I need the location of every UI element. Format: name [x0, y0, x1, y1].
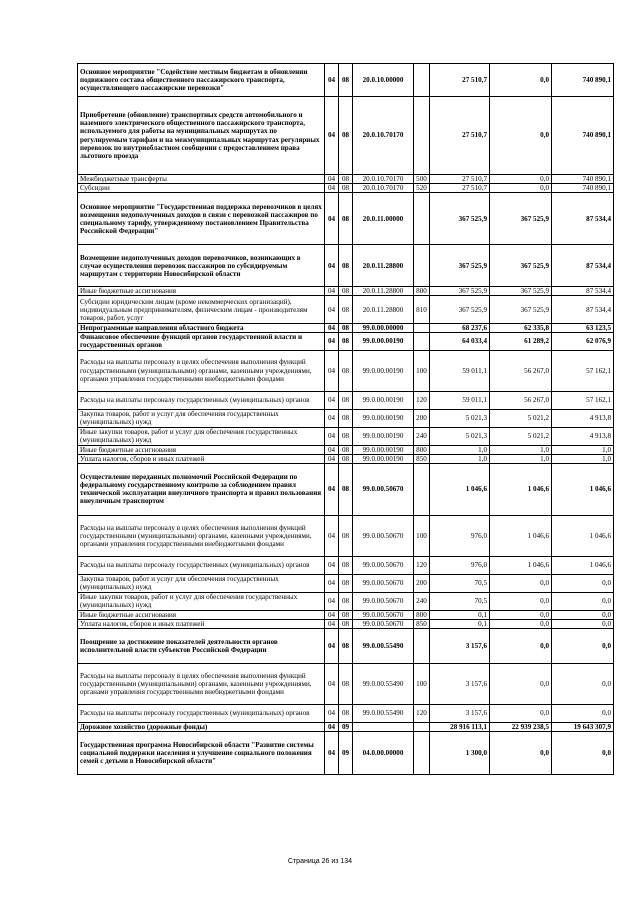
expense-type-cell: 500: [414, 175, 430, 184]
section-code-cell: 04: [325, 515, 339, 556]
subsection-code-cell: 08: [339, 409, 353, 427]
table-row: [78, 245, 614, 287]
section-code-cell: 04: [325, 64, 339, 97]
amount-year1-cell: 367 525,9: [430, 296, 490, 324]
amount-year3-cell: 0,0: [552, 732, 614, 775]
amount-year2-cell: 62 335,8: [490, 324, 552, 333]
section-code-cell: 04: [325, 296, 339, 324]
amount-year1-cell: 1,0: [430, 454, 490, 463]
expense-type-cell: 100: [414, 663, 430, 704]
target-article-cell: 20.0.10.70170: [353, 175, 414, 184]
target-article-cell: [353, 722, 414, 731]
subsection-code-cell: 08: [339, 556, 353, 574]
amount-year1-cell: 27 510,7: [430, 64, 490, 97]
amount-year3-cell: 57 162,1: [552, 391, 614, 409]
amount-year1-cell: 27 510,7: [430, 97, 490, 175]
expenditure-name-cell: Иные закупки товаров, работ и услуг для обеспечения государственных (муниципальных) нужд: [78, 427, 325, 445]
expenditure-name-cell: Государственная программа Новосибирской области "Развитие системы социальной поддержки населения и улучшение социального положения семей с детьми в Новосибирской области": [78, 732, 325, 775]
expense-type-cell: [414, 64, 430, 97]
page-footer: Страница 26 из 134: [287, 858, 353, 865]
subsection-code-cell: 08: [339, 445, 353, 454]
amount-year1-cell: 27 510,7: [430, 184, 490, 193]
table-row: [78, 193, 614, 245]
expenditure-name-cell: Закупка товаров, работ и услуг для обеспечения государственных (муниципальных) нужд: [78, 574, 325, 592]
amount-year2-cell: 367 525,9: [490, 287, 552, 296]
section-code-cell: 04: [325, 445, 339, 454]
subsection-code-cell: 08: [339, 175, 353, 184]
amount-year1-cell: 1 300,0: [430, 732, 490, 775]
amount-year2-cell: 0,0: [490, 663, 552, 704]
amount-year2-cell: 5 021,2: [490, 409, 552, 427]
expenditure-name-cell: Расходы на выплаты персоналу государственных (муниципальных) органов: [78, 556, 325, 574]
section-code-cell: 04: [325, 463, 339, 515]
amount-year2-cell: 0,0: [490, 732, 552, 775]
subsection-code-cell: 08: [339, 245, 353, 287]
subsection-code-cell: 08: [339, 454, 353, 463]
subsection-code-cell: 08: [339, 296, 353, 324]
section-code-cell: 04: [325, 391, 339, 409]
target-article-cell: 99.0.00.55490: [353, 704, 414, 722]
amount-year3-cell: 1 046,6: [552, 463, 614, 515]
section-code-cell: 04: [325, 663, 339, 704]
expense-type-cell: 850: [414, 454, 430, 463]
table-row: [78, 175, 614, 184]
amount-year2-cell: 0,0: [490, 592, 552, 610]
expenditure-name-cell: Иные бюджетные ассигнования: [78, 445, 325, 454]
expense-type-cell: [414, 722, 430, 731]
amount-year2-cell: 1,0: [490, 445, 552, 454]
subsection-code-cell: 08: [339, 427, 353, 445]
section-code-cell: 04: [325, 619, 339, 628]
subsection-code-cell: 08: [339, 515, 353, 556]
amount-year2-cell: 0,0: [490, 704, 552, 722]
amount-year3-cell: 740 890,1: [552, 97, 614, 175]
table-row: [78, 663, 614, 704]
subsection-code-cell: 08: [339, 391, 353, 409]
expense-type-cell: 240: [414, 592, 430, 610]
amount-year1-cell: 0,1: [430, 610, 490, 619]
amount-year2-cell: 367 525,9: [490, 193, 552, 245]
amount-year2-cell: 0,0: [490, 64, 552, 97]
subsection-code-cell: 08: [339, 324, 353, 333]
section-code-cell: 04: [325, 350, 339, 391]
target-article-cell: 99.0.00.00190: [353, 427, 414, 445]
expenditure-name-cell: Иные бюджетные ассигнования: [78, 287, 325, 296]
target-article-cell: 20.0.10.00000: [353, 64, 414, 97]
amount-year2-cell: 0,0: [490, 574, 552, 592]
table-row: [78, 556, 614, 574]
section-code-cell: 04: [325, 287, 339, 296]
section-code-cell: 04: [325, 592, 339, 610]
amount-year3-cell: 740 890,1: [552, 175, 614, 184]
target-article-cell: 99.0.00.50670: [353, 463, 414, 515]
table-row: [78, 610, 614, 619]
expenditure-name-cell: Основное мероприятие "Государственная поддержка перевозчиков в целях возмещения недополученных доходов в связи с перевозкой пассажиров по специальному тарифу, утвержденному постановлением Правительства Российской Федерации": [78, 193, 325, 245]
amount-year3-cell: 0,0: [552, 628, 614, 663]
subsection-code-cell: 08: [339, 350, 353, 391]
amount-year1-cell: 976,0: [430, 515, 490, 556]
table-row: [78, 333, 614, 350]
expenditure-name-cell: Расходы на выплаты персоналу в целях обеспечения выполнения функций государственными (муниципальными) органами, казенными учреждениями, органами управления государственными внебюджетными фондами: [78, 350, 325, 391]
amount-year3-cell: 63 123,5: [552, 324, 614, 333]
amount-year3-cell: 0,0: [552, 610, 614, 619]
expense-type-cell: 800: [414, 287, 430, 296]
table-row: [78, 704, 614, 722]
amount-year3-cell: 0,0: [552, 663, 614, 704]
target-article-cell: 99.0.00.00190: [353, 409, 414, 427]
target-article-cell: 99.0.00.00000: [353, 324, 414, 333]
table-row: [78, 97, 614, 175]
expense-type-cell: [414, 628, 430, 663]
table-row: [78, 296, 614, 324]
section-code-cell: 04: [325, 97, 339, 175]
amount-year1-cell: 367 525,9: [430, 245, 490, 287]
expenditure-name-cell: Закупка товаров, работ и услуг для обеспечения государственных (муниципальных) нужд: [78, 409, 325, 427]
table-row: [78, 463, 614, 515]
table-row: [78, 409, 614, 427]
amount-year3-cell: 62 076,9: [552, 333, 614, 350]
subsection-code-cell: 08: [339, 333, 353, 350]
amount-year2-cell: 1 046,6: [490, 515, 552, 556]
expense-type-cell: 810: [414, 296, 430, 324]
subsection-code-cell: 08: [339, 574, 353, 592]
section-code-cell: 04: [325, 454, 339, 463]
amount-year2-cell: 0,0: [490, 175, 552, 184]
table-row: [78, 445, 614, 454]
amount-year3-cell: 740 890,1: [552, 184, 614, 193]
table-row: [78, 287, 614, 296]
amount-year3-cell: 4 913,8: [552, 409, 614, 427]
expenditure-name-cell: Возмещение недополученных доходов перевозчиков, возникающих в случае осуществления перевозок пассажиров по субсидируемым маршрутам с территории Новосибирской области: [78, 245, 325, 287]
section-code-cell: 04: [325, 427, 339, 445]
amount-year1-cell: 59 011,1: [430, 350, 490, 391]
table-row: [78, 722, 614, 731]
amount-year3-cell: 0,0: [552, 704, 614, 722]
target-article-cell: 20.0.11.28800: [353, 296, 414, 324]
expense-type-cell: [414, 97, 430, 175]
amount-year1-cell: 5 021,3: [430, 409, 490, 427]
budget-table: [77, 63, 614, 775]
amount-year2-cell: 0,0: [490, 628, 552, 663]
table-row: [78, 324, 614, 333]
expenditure-name-cell: Расходы на выплаты персоналу в целях обеспечения выполнения функций государственными (муниципальными) органами, казенными учреждениями, органами управления государственными внебюджетными фондами: [78, 663, 325, 704]
target-article-cell: 99.0.00.50670: [353, 515, 414, 556]
target-article-cell: 99.0.00.50670: [353, 574, 414, 592]
amount-year3-cell: 0,0: [552, 592, 614, 610]
amount-year1-cell: 3 157,6: [430, 663, 490, 704]
table-row: [78, 64, 614, 97]
amount-year1-cell: 367 525,9: [430, 193, 490, 245]
subsection-code-cell: 08: [339, 184, 353, 193]
expense-type-cell: 850: [414, 619, 430, 628]
section-code-cell: 04: [325, 722, 339, 731]
target-article-cell: 99.0.00.55490: [353, 628, 414, 663]
table-row: [78, 574, 614, 592]
expense-type-cell: [414, 463, 430, 515]
expenditure-name-cell: Иные закупки товаров, работ и услуг для обеспечения государственных (муниципальных) нужд: [78, 592, 325, 610]
table-row: [78, 427, 614, 445]
amount-year2-cell: 367 525,9: [490, 296, 552, 324]
amount-year1-cell: 68 237,6: [430, 324, 490, 333]
subsection-code-cell: 09: [339, 732, 353, 775]
section-code-cell: 04: [325, 704, 339, 722]
table-row: [78, 184, 614, 193]
subsection-code-cell: 08: [339, 610, 353, 619]
target-article-cell: 99.0.00.00190: [353, 333, 414, 350]
amount-year1-cell: 27 510,7: [430, 175, 490, 184]
section-code-cell: 04: [325, 732, 339, 775]
amount-year1-cell: 976,0: [430, 556, 490, 574]
expense-type-cell: [414, 324, 430, 333]
amount-year3-cell: 87 534,4: [552, 245, 614, 287]
amount-year3-cell: 87 534,4: [552, 287, 614, 296]
target-article-cell: 20.0.11.00000: [353, 193, 414, 245]
amount-year3-cell: 0,0: [552, 619, 614, 628]
section-code-cell: 04: [325, 193, 339, 245]
amount-year2-cell: 0,0: [490, 97, 552, 175]
amount-year2-cell: 22 939 238,5: [490, 722, 552, 731]
subsection-code-cell: 08: [339, 704, 353, 722]
expenditure-name-cell: Осуществление переданных полномочий Российской Федерации по федеральному государственному контролю за соблюдением правил технической эксплуатации внеуличного транспорта и правил пользования внеуличным транспортом: [78, 463, 325, 515]
expense-type-cell: 800: [414, 445, 430, 454]
amount-year1-cell: 3 157,6: [430, 628, 490, 663]
amount-year1-cell: 64 033,4: [430, 333, 490, 350]
amount-year3-cell: 1,0: [552, 445, 614, 454]
expenditure-name-cell: Иные бюджетные ассигнования: [78, 610, 325, 619]
expense-type-cell: [414, 732, 430, 775]
expense-type-cell: 800: [414, 610, 430, 619]
expense-type-cell: [414, 193, 430, 245]
table-row: [78, 454, 614, 463]
expense-type-cell: 240: [414, 427, 430, 445]
amount-year1-cell: 1 046,6: [430, 463, 490, 515]
subsection-code-cell: 08: [339, 64, 353, 97]
expense-type-cell: 100: [414, 515, 430, 556]
amount-year2-cell: 1,0: [490, 454, 552, 463]
amount-year1-cell: 5 021,3: [430, 427, 490, 445]
amount-year3-cell: 740 890,1: [552, 64, 614, 97]
expense-type-cell: 120: [414, 556, 430, 574]
section-code-cell: 04: [325, 556, 339, 574]
table-row: [78, 628, 614, 663]
budget-table-body: [78, 64, 614, 775]
subsection-code-cell: 08: [339, 592, 353, 610]
amount-year1-cell: 367 525,9: [430, 287, 490, 296]
section-code-cell: 04: [325, 184, 339, 193]
expenditure-name-cell: Субсидии юридическим лицам (кроме некоммерческих организаций), индивидуальным предпринимателям, физическим лицам - производителям товаров, работ, услуг: [78, 296, 325, 324]
amount-year2-cell: 61 289,2: [490, 333, 552, 350]
table-row: [78, 619, 614, 628]
target-article-cell: 99.0.00.00190: [353, 454, 414, 463]
subsection-code-cell: 08: [339, 287, 353, 296]
expenditure-name-cell: Финансовое обеспечение функций органов государственной власти и государственных органов: [78, 333, 325, 350]
expenditure-name-cell: Уплата налогов, сборов и иных платежей: [78, 454, 325, 463]
section-code-cell: 04: [325, 409, 339, 427]
amount-year3-cell: 1,0: [552, 454, 614, 463]
target-article-cell: 99.0.00.50670: [353, 592, 414, 610]
expense-type-cell: [414, 245, 430, 287]
amount-year2-cell: 5 021,2: [490, 427, 552, 445]
target-article-cell: 99.0.00.55490: [353, 663, 414, 704]
section-code-cell: 04: [325, 333, 339, 350]
expense-type-cell: 100: [414, 350, 430, 391]
section-code-cell: 04: [325, 245, 339, 287]
target-article-cell: 20.0.10.70170: [353, 184, 414, 193]
amount-year2-cell: 56 267,0: [490, 350, 552, 391]
section-code-cell: 04: [325, 628, 339, 663]
subsection-code-cell: 08: [339, 619, 353, 628]
table-row: [78, 350, 614, 391]
amount-year2-cell: 1 046,6: [490, 556, 552, 574]
expenditure-name-cell: Приобретение (обновление) транспортных средств автомобильного и наземного электрического общественного пассажирского транспорта, используемого для работы на муниципальных маршрутах по регулируемым тарифам и на межмуниципальных маршрутах регулярных перевозок по внутриобластном сообщении с предоставлением права льготного проезда: [78, 97, 325, 175]
expenditure-name-cell: Расходы на выплаты персоналу государственных (муниципальных) органов: [78, 391, 325, 409]
section-code-cell: 04: [325, 574, 339, 592]
expenditure-name-cell: Непрограммные направления областного бюджета: [78, 324, 325, 333]
subsection-code-cell: 08: [339, 628, 353, 663]
expenditure-name-cell: Дорожное хозяйство (дорожные фонды): [78, 722, 325, 731]
amount-year1-cell: 70,5: [430, 574, 490, 592]
amount-year1-cell: 70,5: [430, 592, 490, 610]
amount-year1-cell: 1,0: [430, 445, 490, 454]
subsection-code-cell: 08: [339, 663, 353, 704]
expense-type-cell: 120: [414, 704, 430, 722]
amount-year2-cell: 367 525,9: [490, 245, 552, 287]
table-row: [78, 515, 614, 556]
target-article-cell: 99.0.00.00190: [353, 445, 414, 454]
amount-year3-cell: 0,0: [552, 574, 614, 592]
amount-year3-cell: 87 534,4: [552, 193, 614, 245]
budget-sheet: [77, 63, 613, 775]
expenditure-name-cell: Расходы на выплаты персоналу государственных (муниципальных) органов: [78, 704, 325, 722]
expenditure-name-cell: Основное мероприятие "Содействие местным бюджетам в обновлении подвижного состава общественного пассажирского транспорта, осуществляющего пассажирские перевозки": [78, 64, 325, 97]
expenditure-name-cell: Уплата налогов, сборов и иных платежей: [78, 619, 325, 628]
amount-year2-cell: 0,0: [490, 619, 552, 628]
expense-type-cell: 520: [414, 184, 430, 193]
expense-type-cell: [414, 333, 430, 350]
table-row: [78, 391, 614, 409]
target-article-cell: 20.0.11.28800: [353, 245, 414, 287]
target-article-cell: 20.0.11.28800: [353, 287, 414, 296]
expenditure-name-cell: Субсидии: [78, 184, 325, 193]
section-code-cell: 04: [325, 610, 339, 619]
expenditure-name-cell: Расходы на выплаты персоналу в целях обеспечения выполнения функций государственными (муниципальными) органами, казенными учреждениями, органами управления государственными внебюджетными фондами: [78, 515, 325, 556]
target-article-cell: 99.0.00.50670: [353, 619, 414, 628]
section-code-cell: 04: [325, 175, 339, 184]
amount-year2-cell: 56 267,0: [490, 391, 552, 409]
target-article-cell: 99.0.00.50670: [353, 556, 414, 574]
subsection-code-cell: 09: [339, 722, 353, 731]
subsection-code-cell: 08: [339, 97, 353, 175]
target-article-cell: 04.0.00.00000: [353, 732, 414, 775]
amount-year3-cell: 57 162,1: [552, 350, 614, 391]
section-code-cell: 04: [325, 324, 339, 333]
table-row: [78, 592, 614, 610]
target-article-cell: 99.0.00.00190: [353, 391, 414, 409]
amount-year2-cell: 0,0: [490, 184, 552, 193]
amount-year1-cell: 0,1: [430, 619, 490, 628]
subsection-code-cell: 08: [339, 463, 353, 515]
amount-year3-cell: 19 643 307,9: [552, 722, 614, 731]
target-article-cell: 99.0.00.50670: [353, 610, 414, 619]
amount-year3-cell: 4 913,8: [552, 427, 614, 445]
table-row: [78, 732, 614, 775]
expense-type-cell: 200: [414, 409, 430, 427]
expenditure-name-cell: Поощрение за достижение показателей деятельности органов исполнительной власти субъектов Российской Федерации: [78, 628, 325, 663]
amount-year3-cell: 1 046,6: [552, 556, 614, 574]
subsection-code-cell: 08: [339, 193, 353, 245]
expense-type-cell: 120: [414, 391, 430, 409]
amount-year3-cell: 87 534,4: [552, 296, 614, 324]
target-article-cell: 99.0.00.00190: [353, 350, 414, 391]
amount-year3-cell: 1 046,6: [552, 515, 614, 556]
expenditure-name-cell: Межбюджетные трансферты: [78, 175, 325, 184]
amount-year1-cell: 59 011,1: [430, 391, 490, 409]
amount-year1-cell: 28 916 113,1: [430, 722, 490, 731]
target-article-cell: 20.0.10.70170: [353, 97, 414, 175]
expense-type-cell: 200: [414, 574, 430, 592]
amount-year2-cell: 1 046,6: [490, 463, 552, 515]
amount-year1-cell: 3 157,6: [430, 704, 490, 722]
amount-year2-cell: 0,0: [490, 610, 552, 619]
